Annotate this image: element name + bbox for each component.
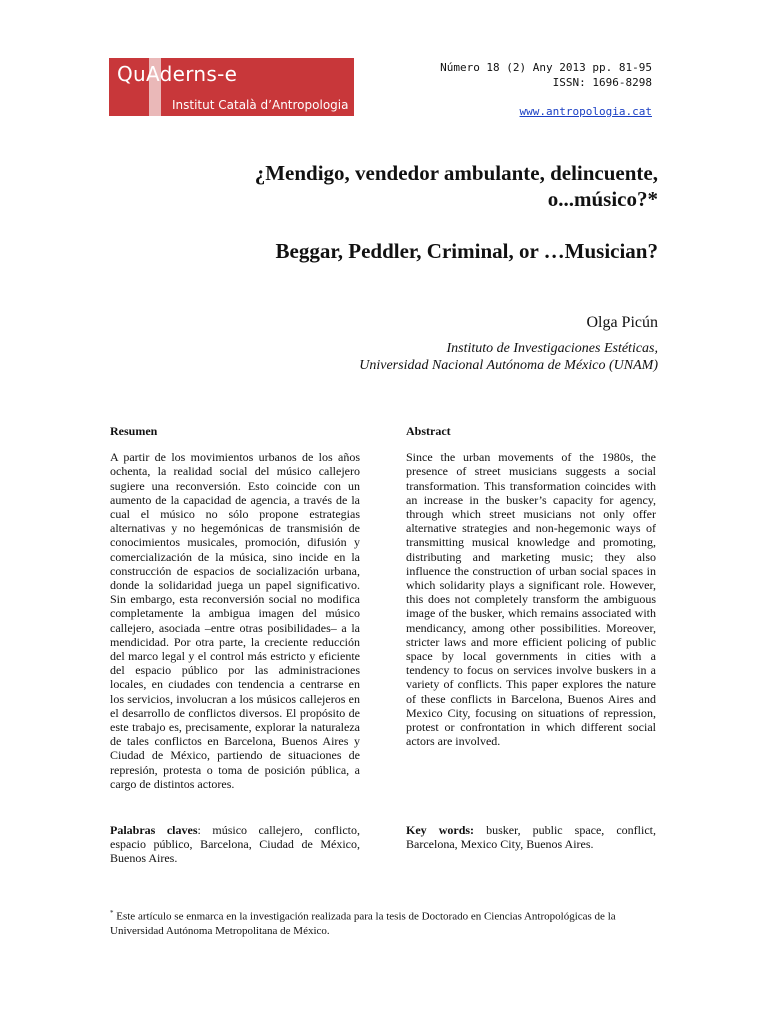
key-words-text: busker, public space, conflict, Barcelona, Mexico City, Buenos Aires. — [406, 823, 656, 852]
article-title — [178, 160, 658, 212]
abstract-section — [406, 424, 656, 748]
author-name: Olga Picún — [586, 314, 658, 331]
resumen-body: A partir de los movimientos urbanos de los años ochenta, la realidad social del músico callejero sugiere una reconversión. Esto coincide con un aumento de la capacidad de agencia, a través de la cual el músico no sólo propone estrategias alternativas y no hegemónicas de transmisión de conocimientos musicales, promoción, difusión y comercialización de la música, sino incide en la construcción de espacios de socialización urbana, donde la solidaridad juega un papel significativo. Sin embargo, esta reconversión social no modifica completamente la ambigua imagen del músico callejero, asociada –entre otras posibilidades– a la mendicidad. Por otra parte, la creciente reducción del marco legal y el control más estricto y eficiente del espacio público por las administraciones locales, en ciudades con tendencia a centrarse en los servicios, involucran a los músicos callejeros en el desarrollo de conflictos diversos. El propósito de este trabajo es, precisamente, explorar la naturaleza de tales conflictos en Barcelona, Buenos Aires y Ciudad de México, partiendo de situaciones de represión, protesta o toma de posición pública, a cargo de distintos actores. — [110, 450, 360, 791]
issue-line: Número 18 (2) Any 2013 pp. 81-95 — [440, 61, 652, 74]
title-line-1: ¿Mendigo, vendedor ambulante, delincuente, — [254, 161, 658, 185]
affiliation-line-2: Universidad Nacional Autónoma de México (UNAM) — [359, 358, 658, 373]
logo-subtitle: Institut Català d’Antropologia — [172, 98, 349, 112]
key-words-label: Key words: — [406, 823, 475, 837]
key-words — [406, 823, 656, 851]
footnote-mark: * — [110, 909, 114, 917]
footnote-text: Este artículo se enmarca en la investigación realizada para la tesis de Doctorado en Ciencias Antropológicas de la Universidad Autónoma Metropolitana de México. — [110, 910, 616, 937]
logo-title: QuAderns-e — [117, 62, 238, 86]
resumen-heading: Resumen — [110, 424, 158, 438]
issn-line: ISSN: 1696-8298 — [552, 76, 652, 89]
palabras-claves-text: : músico callejero, conflicto, espacio público, Barcelona, Ciudad de México, Buenos Aires. — [110, 823, 361, 866]
author-affiliation — [359, 340, 658, 374]
footnote — [110, 906, 660, 938]
abstract-body: Since the urban movements of the 1980s, the presence of street musicians suggests a social transformation. This transformation coincides with an increase in the busker’s capacity for agency, through which street musicians not only offer alternative strategies and non-hegemonic ways of transmitting musical knowledge and promoting, distributing and marketing music; they also influence the construction of urban social spaces in which solidarity plays a significant role. However, this does not completely transform the ambiguous image of the busker, which remains associated with mendicancy, among other possibilities. Moreover, stricter laws and more efficient policing of public space by local governments in cities with a tendency to focus on services involve buskers in a variety of conflicts. This paper explores the nature of these conflicts in Barcelona, Buenos Aires and Mexico City, focusing on situations of repression, protest or confrontation in which different social actors are involved. — [406, 450, 656, 749]
palabras-claves-label: Palabras claves — [110, 823, 198, 837]
journal-info — [440, 60, 652, 90]
title-line-2: o...músico?* — [547, 187, 658, 211]
journal-logo — [109, 58, 354, 116]
journal-url-link[interactable]: www.antropologia.cat — [519, 105, 652, 118]
abstract-heading: Abstract — [406, 424, 451, 438]
article-title-english: Beggar, Peddler, Criminal, or …Musician? — [275, 239, 658, 263]
affiliation-line-1: Instituto de Investigaciones Estéticas, — [446, 341, 658, 356]
resumen-section — [110, 424, 360, 791]
palabras-claves — [110, 823, 360, 866]
